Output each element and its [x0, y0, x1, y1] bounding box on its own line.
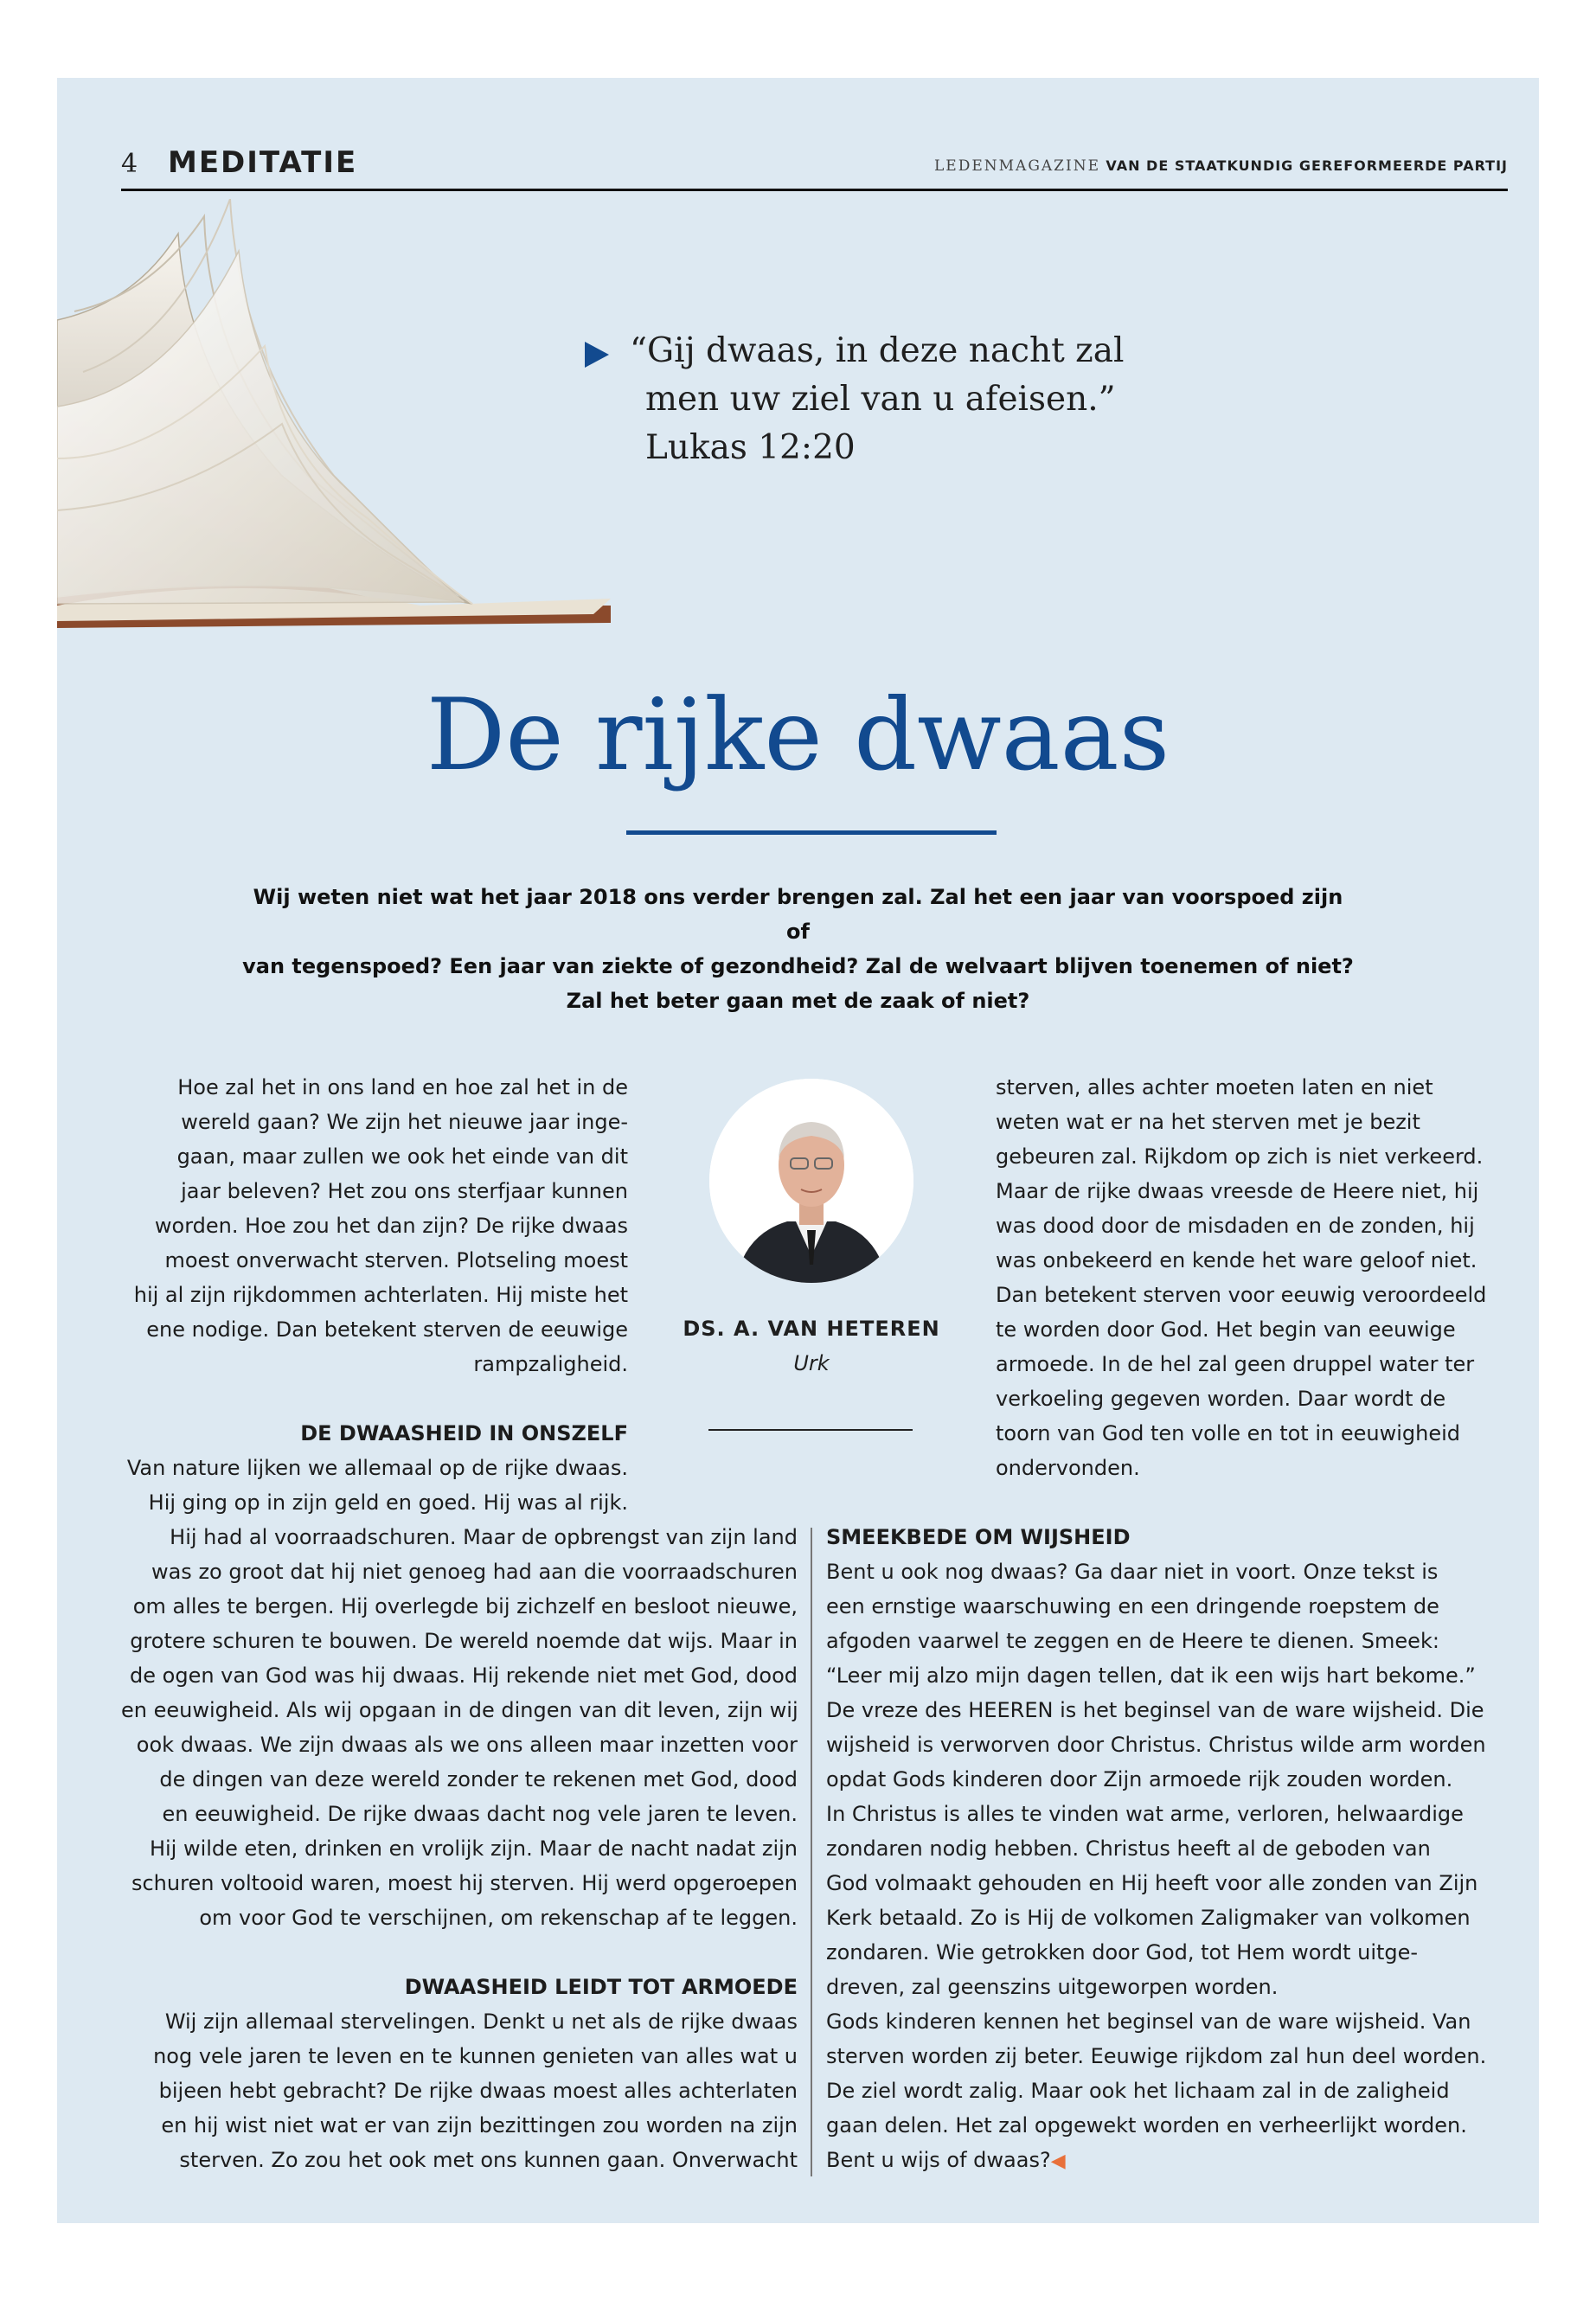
text-line: rampzaligheid. — [473, 1352, 628, 1376]
article-title: De rijke dwaas — [426, 677, 1170, 792]
text-line: Gods kinderen kennen het beginsel van de ware wijsheid. Van — [826, 2009, 1471, 2034]
text-line: ondervonden. — [996, 1456, 1140, 1480]
text-line: De ziel wordt zalig. Maar ook het lichaam zal in de zaligheid — [826, 2079, 1450, 2103]
text-line: en eeuwigheid. Als wij opgaan in de dingen van dit leven, zijn wij — [121, 1698, 798, 1722]
subheading-smeekbede-om-wijsheid: SMEEKBEDE OM WIJSHEID — [826, 1525, 1131, 1549]
text-line: Hij had al voorraadschuren. Maar de opbrengst van zijn land — [170, 1525, 798, 1549]
text-line: worden. Hoe zou het dan zijn? De rijke dwaas — [154, 1214, 628, 1238]
magazine-prefix: LEDENMAGAZINE — [934, 157, 1100, 175]
text-line: Kerk betaald. Zo is Hij de volkomen Zaligmaker van volkomen — [826, 1906, 1471, 1930]
text-line: schuren voltooid waren, moest hij sterven. Hij werd opgeroepen — [131, 1871, 798, 1895]
quote-reference: Lukas 12:20 — [645, 428, 856, 467]
text-line: grotere schuren te bouwen. De wereld noemde dat wijs. Maar in — [130, 1629, 798, 1653]
magazine-line — [934, 157, 1508, 175]
text-line: gebeuren zal. Rijkdom op zich is niet verkeerd. — [996, 1144, 1484, 1169]
text-line: Wij zijn allemaal stervelingen. Denkt u net als de rijke dwaas — [164, 2009, 798, 2034]
text-line: opdat Gods kinderen door Zijn armoede rijk zouden worden. — [826, 1767, 1453, 1791]
text-line: armoede. In de hel zal geen druppel water ter — [996, 1352, 1475, 1376]
text-line: gaan, maar zullen we ook het einde van dit — [176, 1144, 628, 1169]
text-line: de ogen van God was hij dwaas. Hij rekende niet met God, dood — [130, 1663, 798, 1688]
text-line: Dan betekent sterven voor eeuwig veroordeeld — [996, 1283, 1487, 1307]
text-line: was dood door de misdaden en de zonden, hij — [996, 1214, 1475, 1238]
text-line: wijsheid is verworven door Christus. Christus wilde arm worden — [826, 1733, 1486, 1757]
text-line: sterven worden zij beter. Eeuwige rijkdom zal hun deel worden. — [826, 2044, 1487, 2068]
text-line: was onbekeerd en kende het ware geloof niet. — [996, 1248, 1477, 1272]
text-line: wereld gaan? We zijn het nieuwe jaar inge- — [181, 1110, 628, 1134]
text-line: om voor God te verschijnen, om rekenschap af te leggen. — [199, 1906, 798, 1930]
subheading-dwaasheid-in-onszelf: DE DWAASHEID IN ONSZELF — [300, 1421, 628, 1445]
end-mark-icon: ◀ — [1050, 2150, 1066, 2172]
page-number: 4 — [121, 149, 138, 179]
text-line: hij al zijn rijkdommen achterlaten. Hij miste het — [133, 1283, 628, 1307]
author-info — [675, 1311, 948, 1381]
text-line: sterven, alles achter moeten laten en niet — [996, 1075, 1433, 1099]
left-column-intro — [121, 1070, 628, 1520]
text-line: weten wat er na het sterven met je bezit — [996, 1110, 1420, 1134]
text-line: Hij ging op in zijn geld en goed. Hij was al rijk. — [148, 1490, 628, 1515]
intro-line: Zal het beter gaan met de zaak of niet? — [566, 989, 1030, 1013]
right-column-body — [826, 1520, 1518, 2179]
text-line: sterven. Zo zou het ook met ons kunnen gaan. Onverwacht — [179, 2148, 798, 2172]
left-column-body — [121, 1520, 798, 2177]
section-title: MEDITATIE — [168, 145, 358, 180]
quote-line-1: “Gij dwaas, in deze nacht zal — [630, 331, 1125, 370]
open-book-image — [57, 199, 611, 631]
text-line: God volmaakt gehouden en Hij heeft voor alle zonden van Zijn — [826, 1871, 1478, 1895]
text-line: Bent u ook nog dwaas? Ga daar niet in voort. Onze tekst is — [826, 1560, 1439, 1584]
column-divider — [811, 1528, 812, 2176]
text-line: Van nature lijken we allemaal op de rijke dwaas. — [126, 1456, 628, 1480]
text-line: verkoeling gegeven worden. Daar wordt de — [996, 1387, 1446, 1411]
author-avatar — [709, 1079, 913, 1283]
play-triangle-icon — [585, 342, 609, 368]
text-line: nog vele jaren te leven en te kunnen genieten van alles wat u — [153, 2044, 798, 2068]
page-header — [121, 145, 1508, 191]
text-line: te worden door God. Het begin van eeuwige — [996, 1317, 1456, 1342]
text-line: moest onverwacht sterven. Plotseling moest — [164, 1248, 628, 1272]
last-line — [826, 2143, 1518, 2179]
text-line: afgoden vaarwel te zeggen en de Heere te dienen. Smeek: — [826, 1629, 1439, 1653]
right-column-top — [996, 1070, 1515, 1485]
intro-line: Wij weten niet wat het jaar 2018 ons verder brengen zal. Zal het een jaar van voorspoed zijn of — [253, 885, 1343, 944]
text-line: ene nodige. Dan betekent sterven de eeuwige — [146, 1317, 628, 1342]
text-line: zondaren nodig hebben. Christus heeft al de geboden van — [826, 1836, 1431, 1861]
title-divider — [626, 830, 997, 835]
text-line: Maar de rijke dwaas vreesde de Heere niet, hij — [996, 1179, 1479, 1203]
text-line: Hij wilde eten, drinken en vrolijk zijn. Maar de nacht nadat zijn — [149, 1836, 798, 1861]
article-intro — [242, 880, 1354, 1018]
intro-line: van tegenspoed? Een jaar van ziekte of gezondheid? Zal de welvaart blijven toenemen of niet? — [242, 954, 1354, 978]
subheading-dwaasheid-leidt-tot-armoede: DWAASHEID LEIDT TOT ARMOEDE — [404, 1975, 798, 1999]
text-line: Hoe zal het in ons land en hoe zal het in de — [177, 1075, 628, 1099]
text-line: een ernstige waarschuwing en een dringende roepstem de — [826, 1594, 1439, 1618]
magazine-name: VAN DE STAATKUNDIG GEREFORMEERDE PARTIJ — [1106, 157, 1508, 174]
text-line: toorn van God ten volle en tot in eeuwigheid — [996, 1421, 1460, 1445]
author-portrait — [709, 1079, 913, 1283]
text-line: In Christus is alles te vinden wat arme, verloren, helwaardige — [826, 1802, 1464, 1826]
text-line: en hij wist niet wat er van zijn bezittingen zou worden na zijn — [161, 2113, 798, 2138]
text-line: de dingen van deze wereld zonder te rekenen met God, dood — [159, 1767, 798, 1791]
author-name: DS. A. VAN HETEREN — [683, 1317, 940, 1341]
text-line: ook dwaas. We zijn dwaas als we ons alleen maar inzetten voor — [136, 1733, 798, 1757]
author-divider — [708, 1429, 913, 1431]
text-line: jaar beleven? Het zou ons sterfjaar kunnen — [181, 1179, 628, 1203]
text-line: zondaren. Wie getrokken door God, tot Hem wordt uitge- — [826, 1940, 1419, 1965]
text-line: was zo groot dat hij niet genoeg had aan die voorraadschuren — [151, 1560, 798, 1584]
quote-line-2: men uw ziel van u afeisen.” — [645, 380, 1116, 419]
text-line: gaan delen. Het zal opgewekt worden en verheerlijkt worden. — [826, 2113, 1467, 2138]
closing-question: Bent u wijs of dwaas? — [826, 2148, 1051, 2172]
text-line: en eeuwigheid. De rijke dwaas dacht nog vele jaren te leven. — [162, 1802, 798, 1826]
author-place: Urk — [793, 1351, 830, 1375]
text-line: De vreze des HEEREN is het beginsel van de ware wijsheid. Die — [826, 1698, 1484, 1722]
text-line: om alles te bergen. Hij overlegde bij zichzelf en besloot nieuwe, — [132, 1594, 798, 1618]
text-line: bijeen hebt gebracht? De rijke dwaas moest alles achterlaten — [158, 2079, 798, 2103]
text-line: dreven, zal geenszins uitgeworpen worden. — [826, 1975, 1279, 1999]
text-line: “Leer mij alzo mijn dagen tellen, dat ik een wijs hart bekome.” — [826, 1663, 1476, 1688]
